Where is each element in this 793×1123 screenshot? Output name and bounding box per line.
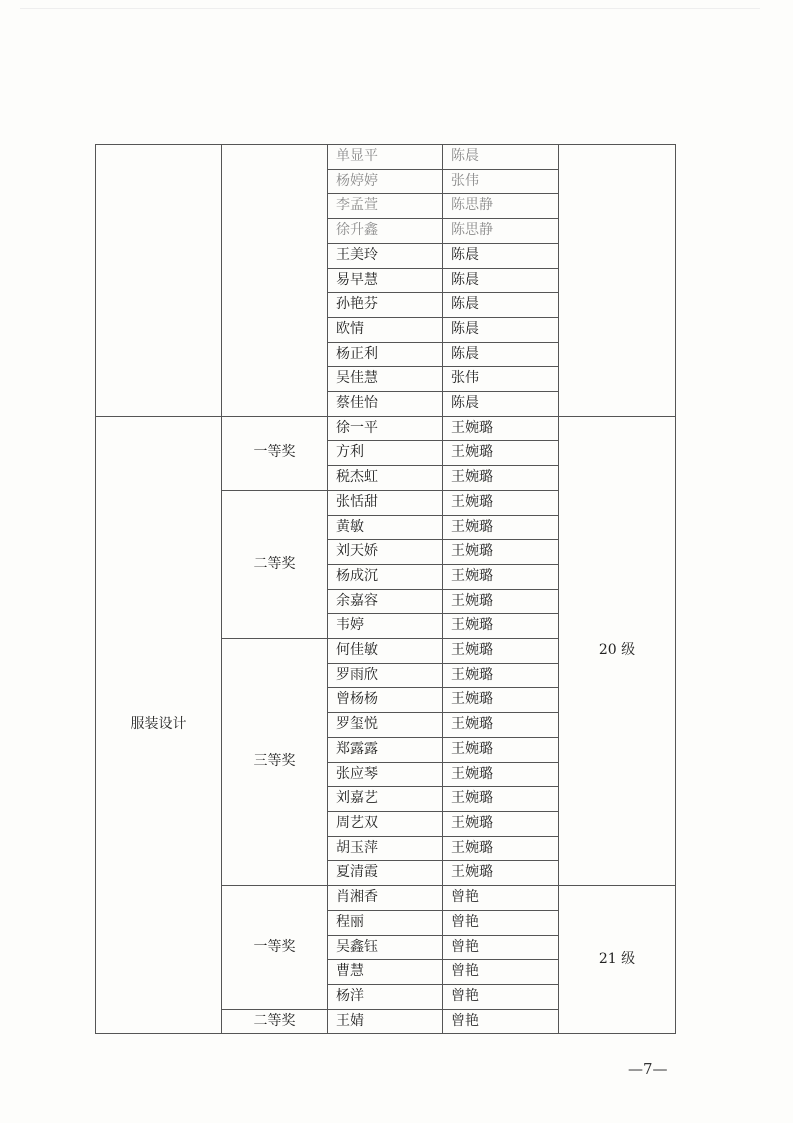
teacher-name-cell: 陈晨 bbox=[443, 342, 559, 367]
teacher-name-cell: 王婉璐 bbox=[443, 639, 559, 664]
student-name-cell: 胡玉萍 bbox=[328, 836, 443, 861]
student-name-cell: 程丽 bbox=[328, 910, 443, 935]
prize-level-cell: 二等奖 bbox=[222, 490, 328, 638]
student-name-cell: 孙艳芬 bbox=[328, 293, 443, 318]
student-name-cell: 税杰虹 bbox=[328, 466, 443, 491]
teacher-name-cell: 曾艳 bbox=[443, 886, 559, 911]
student-name-cell: 曾杨杨 bbox=[328, 688, 443, 713]
student-name-cell: 周艺双 bbox=[328, 811, 443, 836]
student-name-cell: 郑露露 bbox=[328, 737, 443, 762]
grade-cell: 20 级 bbox=[559, 416, 676, 885]
student-name-cell: 何佳敏 bbox=[328, 639, 443, 664]
teacher-name-cell: 陈晨 bbox=[443, 293, 559, 318]
teacher-name-cell: 曾艳 bbox=[443, 984, 559, 1009]
student-name-cell: 易早慧 bbox=[328, 268, 443, 293]
teacher-name-cell: 王婉璐 bbox=[443, 416, 559, 441]
teacher-name-cell: 陈晨 bbox=[443, 145, 559, 170]
student-name-cell: 徐升鑫 bbox=[328, 219, 443, 244]
prize-level-cell: 二等奖 bbox=[222, 1009, 328, 1034]
student-name-cell: 夏清霞 bbox=[328, 861, 443, 886]
teacher-name-cell: 张伟 bbox=[443, 367, 559, 392]
grade-cell: 21 级 bbox=[559, 886, 676, 1034]
prize-level-cell: 三等奖 bbox=[222, 639, 328, 886]
grade-cell bbox=[559, 145, 676, 417]
student-name-cell: 王婧 bbox=[328, 1009, 443, 1034]
teacher-name-cell: 曾艳 bbox=[443, 1009, 559, 1034]
student-name-cell: 余嘉容 bbox=[328, 589, 443, 614]
table-row bbox=[96, 416, 676, 441]
student-name-cell: 肖湘香 bbox=[328, 886, 443, 911]
teacher-name-cell: 陈晨 bbox=[443, 243, 559, 268]
teacher-name-cell: 王婉璐 bbox=[443, 836, 559, 861]
prize-level-cell: 一等奖 bbox=[222, 416, 328, 490]
teacher-name-cell: 王婉璐 bbox=[443, 466, 559, 491]
student-name-cell: 方利 bbox=[328, 441, 443, 466]
teacher-name-cell: 王婉璐 bbox=[443, 540, 559, 565]
teacher-name-cell: 王婉璐 bbox=[443, 441, 559, 466]
student-name-cell: 吴鑫钰 bbox=[328, 935, 443, 960]
teacher-name-cell: 王婉璐 bbox=[443, 713, 559, 738]
teacher-name-cell: 王婉璐 bbox=[443, 614, 559, 639]
prize-level-cell bbox=[222, 145, 328, 417]
award-table bbox=[95, 144, 676, 1034]
student-name-cell: 张恬甜 bbox=[328, 490, 443, 515]
student-name-cell: 欧情 bbox=[328, 317, 443, 342]
student-name-cell: 张应琴 bbox=[328, 762, 443, 787]
category-cell: 服装设计 bbox=[96, 416, 222, 1034]
teacher-name-cell: 王婉璐 bbox=[443, 861, 559, 886]
student-name-cell: 单显平 bbox=[328, 145, 443, 170]
student-name-cell: 刘天娇 bbox=[328, 540, 443, 565]
student-name-cell: 王美玲 bbox=[328, 243, 443, 268]
teacher-name-cell: 张伟 bbox=[443, 169, 559, 194]
teacher-name-cell: 王婉璐 bbox=[443, 737, 559, 762]
teacher-name-cell: 王婉璐 bbox=[443, 811, 559, 836]
student-name-cell: 杨正利 bbox=[328, 342, 443, 367]
student-name-cell: 黄敏 bbox=[328, 515, 443, 540]
student-name-cell: 韦婷 bbox=[328, 614, 443, 639]
teacher-name-cell: 王婉璐 bbox=[443, 515, 559, 540]
student-name-cell: 李孟萱 bbox=[328, 194, 443, 219]
student-name-cell: 徐一平 bbox=[328, 416, 443, 441]
teacher-name-cell: 曾艳 bbox=[443, 935, 559, 960]
teacher-name-cell: 王婉璐 bbox=[443, 787, 559, 812]
teacher-name-cell: 曾艳 bbox=[443, 910, 559, 935]
page-number: —7— bbox=[628, 1060, 668, 1078]
prize-level-cell: 一等奖 bbox=[222, 886, 328, 1010]
teacher-name-cell: 陈晨 bbox=[443, 392, 559, 417]
teacher-name-cell: 王婉璐 bbox=[443, 564, 559, 589]
student-name-cell: 刘嘉艺 bbox=[328, 787, 443, 812]
student-name-cell: 杨婷婷 bbox=[328, 169, 443, 194]
teacher-name-cell: 陈晨 bbox=[443, 268, 559, 293]
teacher-name-cell: 曾艳 bbox=[443, 960, 559, 985]
table-row bbox=[96, 145, 676, 170]
award-table-body bbox=[96, 145, 676, 1034]
teacher-name-cell: 王婉璐 bbox=[443, 762, 559, 787]
student-name-cell: 杨洋 bbox=[328, 984, 443, 1009]
teacher-name-cell: 王婉璐 bbox=[443, 663, 559, 688]
student-name-cell: 罗玺悦 bbox=[328, 713, 443, 738]
student-name-cell: 曹慧 bbox=[328, 960, 443, 985]
teacher-name-cell: 王婉璐 bbox=[443, 688, 559, 713]
scan-artifact-line bbox=[20, 8, 760, 9]
student-name-cell: 吴佳慧 bbox=[328, 367, 443, 392]
category-cell bbox=[96, 145, 222, 417]
teacher-name-cell: 王婉璐 bbox=[443, 490, 559, 515]
teacher-name-cell: 陈思静 bbox=[443, 219, 559, 244]
student-name-cell: 罗雨欣 bbox=[328, 663, 443, 688]
student-name-cell: 杨成沉 bbox=[328, 564, 443, 589]
teacher-name-cell: 陈思静 bbox=[443, 194, 559, 219]
teacher-name-cell: 陈晨 bbox=[443, 317, 559, 342]
teacher-name-cell: 王婉璐 bbox=[443, 589, 559, 614]
student-name-cell: 蔡佳怡 bbox=[328, 392, 443, 417]
